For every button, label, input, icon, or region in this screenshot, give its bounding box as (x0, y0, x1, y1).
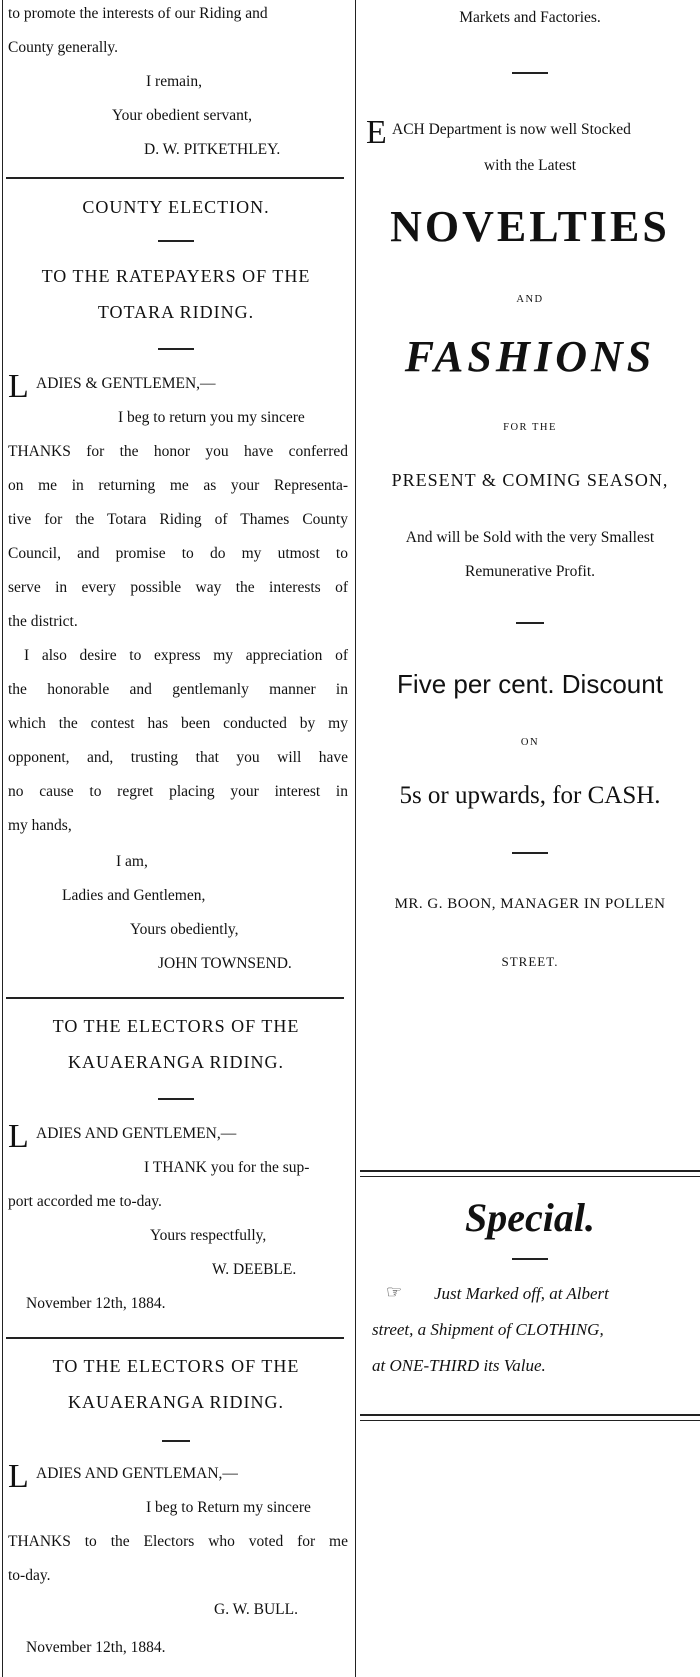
body-line: I THANK you for the sup- (144, 1159, 310, 1176)
manager-line: MR. G. BOON, MANAGER IN POLLEN (394, 896, 666, 912)
letter-line: to promote the interests of our Riding and (8, 5, 268, 22)
dash-rule (512, 72, 548, 74)
body-line: my hands, (8, 817, 72, 834)
body-line: tive for the Totara Riding of Thames County (8, 511, 348, 528)
dash-rule (158, 348, 194, 350)
closing-line: I am, (116, 853, 148, 870)
markets-line: Markets and Factories. (459, 9, 601, 26)
pointing-hand-icon: ☞ (386, 1282, 403, 1302)
letter-sign-off: Your obedient servant, (112, 107, 253, 124)
drop-cap: L (8, 368, 29, 405)
signature: G. W. BULL. (214, 1601, 298, 1618)
stock-line: ACH Department is now well Stocked (392, 121, 631, 138)
notice-heading: TOTARA RIDING. (97, 302, 255, 322)
section-rule (6, 1337, 344, 1339)
special-line: street, a Shipment of CLOTHING, (372, 1320, 604, 1339)
body-line: I beg to Return my sincere (146, 1499, 311, 1516)
date: November 12th, 1884. (26, 1295, 166, 1312)
left-border (2, 0, 3, 1677)
body-line: Council, and promise to do my utmost to (8, 545, 348, 562)
and-label: AND (516, 294, 544, 305)
drop-cap: L (8, 1118, 29, 1155)
closing-line: Yours obediently, (130, 921, 239, 938)
novelties-headline: NOVELTIES (390, 202, 670, 251)
special-line: Just Marked off, at Albert (434, 1284, 609, 1303)
signature: W. DEEBLE. (212, 1261, 297, 1278)
body-line: no cause to regret placing your interest in (8, 783, 348, 800)
salutation: ADIES AND GENTLEMAN,— (36, 1465, 238, 1482)
body-line: I also desire to express my appreciation of (24, 647, 348, 664)
letter-signature: D. W. PITKETHLEY. (144, 141, 281, 158)
body-line: the honorable and gentlemanly manner in (8, 681, 348, 698)
special-line: at ONE-THIRD its Value. (372, 1356, 546, 1375)
dash-rule (162, 1440, 190, 1442)
drop-cap: E (366, 114, 387, 151)
double-rule (360, 1420, 700, 1421)
body-line: THANKS to the Electors who voted for me (8, 1533, 348, 1550)
column-divider (355, 0, 356, 1677)
for-the-label: FOR THE (503, 422, 557, 433)
notice-heading: TO THE RATEPAYERS OF THE (41, 266, 311, 286)
discount-headline: Five per cent. Discount (397, 669, 663, 699)
date: November 12th, 1884. (26, 1639, 166, 1656)
salutation: ADIES AND GENTLEMEN,— (36, 1125, 237, 1142)
body-line: port accorded me to-day. (8, 1193, 162, 1210)
cash-line: 5s or upwards, for CASH. (399, 782, 661, 809)
notice-heading: TO THE ELECTORS OF THE (52, 1016, 300, 1036)
drop-cap: L (8, 1458, 29, 1495)
dash-rule (516, 622, 544, 624)
body-line: on me in returning me as your Representa- (8, 477, 348, 494)
dash-rule (512, 852, 548, 854)
letter-line: County generally. (8, 39, 119, 56)
closing-line: Yours respectfully, (150, 1227, 267, 1244)
body-line: I beg to return you my sincere (118, 409, 305, 426)
body-line: THANKS for the honor you have conferred (8, 443, 348, 460)
signature: JOHN TOWNSEND. (158, 955, 292, 972)
notice-title: COUNTY ELECTION. (82, 197, 270, 217)
closing-line: Ladies and Gentlemen, (62, 887, 206, 904)
sold-line: And will be Sold with the very Smallest (405, 529, 655, 546)
special-title: Special. (465, 1195, 595, 1240)
season-line: PRESENT & COMING SEASON, (391, 470, 669, 490)
dash-rule (158, 240, 194, 242)
stock-line: with the Latest (483, 157, 577, 174)
double-rule (360, 1176, 700, 1177)
fashions-headline: FASHIONS (404, 332, 656, 381)
section-rule (6, 177, 344, 179)
notice-heading: KAUAERANGA RIDING. (68, 1392, 284, 1412)
body-line: to-day. (8, 1567, 51, 1584)
dash-rule (158, 1098, 194, 1100)
section-rule (6, 997, 344, 999)
on-label: ON (520, 737, 540, 748)
double-rule (360, 1414, 700, 1416)
sold-line: Remunerative Profit. (465, 563, 595, 580)
notice-heading: TO THE ELECTORS OF THE (52, 1356, 300, 1376)
letter-closing: I remain, (146, 73, 202, 90)
double-rule (360, 1170, 700, 1172)
notice-heading: KAUAERANGA RIDING. (68, 1052, 284, 1072)
body-line: the district. (8, 613, 78, 630)
salutation: ADIES & GENTLEMEN,— (36, 375, 216, 392)
dash-rule (512, 1258, 548, 1260)
body-line: opponent, and, trusting that you will have (8, 749, 348, 766)
body-line: which the contest has been conducted by my (8, 715, 348, 732)
body-line: serve in every possible way the interests of (8, 579, 348, 596)
manager-line: STREET. (501, 954, 559, 969)
